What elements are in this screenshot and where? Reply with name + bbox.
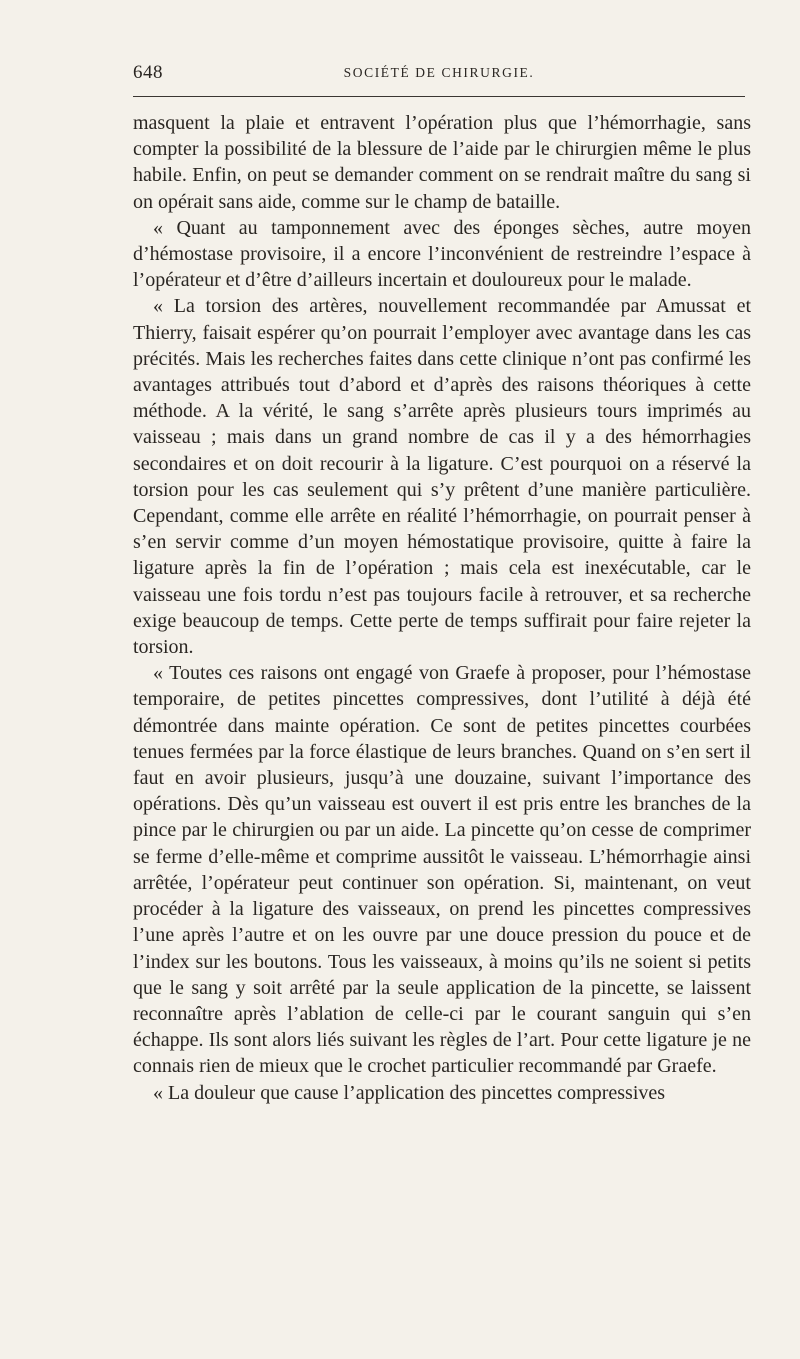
running-title: SOCIÉTÉ DE CHIRURGIE. [343,65,535,80]
paragraph-pincettes: « Toutes ces raisons ont engagé von Graefe à proposer, pour l’hémostase temporaire, de petites pincettes compressives, dont l’utilité à déjà été démontrée dans mainte opération. Ce sont de petites pincettes courbées tenues fermées par la force élastique de leurs branches. Quand on s’en sert il faut en avoir plusieurs, jusqu’à une douzaine, suivant l’importance des opérations. Dès qu’un vaisseau est ouvert il est pris entre les branches de la pince par le chirurgien ou par un aide. La pincette qu’on cesse de comprimer se ferme d’elle-même et comprime aussitôt le vaisseau. L’hémorrhagie ainsi arrêtée, l’opérateur peut continuer son opération. Si, maintenant, on veut procéder à la ligature des vaisseaux, on prend les pincettes compressives l’une après l’autre et on les ouvre par une douce pression du pouce et de l’index sur les boutons. Tous les vaisseaux, à moins qu’ils ne soient si petits que le sang y soit arrêté par la seule application de la pincette, se laissent reconnaître après l’ablation de celle-ci par le courant sanguin qui s’en échappe. Ils sont alors liés suivant les règles de l’art. Pour cette ligature je ne connais rien de mieux que le crochet particulier recommandé par Graefe. [133,662,751,1078]
page-number: 648 [133,62,163,83]
body-text [133,110,751,1106]
paragraph-douleur: « La douleur que cause l’application des pincettes compressives [153,1081,666,1104]
running-head [133,62,745,86]
paragraph-continuation: masquent la plaie et entravent l’opération plus que l’hémorrhagie, sans compter la possibilité de la blessure de l’aide par le chirurgien même le plus habile. Enfin, on peut se demander comment on se rendrait maître du sang si on opérait sans aide, comme sur le champ de bataille. [133,112,751,213]
paragraph-torsion: « La torsion des artères, nouvellement recommandée par Amussat et Thierry, faisait espérer qu’on pourrait l’employer avec avantage dans les cas précités. Mais les recherches faites dans cette clinique n’ont pas confirmé les avantages attribués tout d’abord et d’après des raisons théoriques à cette méthode. A la vérité, le sang s’arrête après plusieurs tours imprimés au vaisseau ; mais dans un grand nombre de cas il y a des hémorrhagies secondaires et on doit recourir à la ligature. C’est pourquoi on a réservé la torsion pour les cas seulement qui s’y prêtent d’une manière particulière. Cependant, comme elle arrête en réalité l’hémorrhagie, on pourrait penser à s’en servir comme d’un moyen hémostatique provisoire, quitte à faire la ligature après la fin de l’opération ; mais cela est inexécutable, car le vaisseau une fois tordu n’est pas toujours facile à retrouver, et sa recherche exige beaucoup de temps. Cette perte de temps suffirait pour faire rejeter la torsion. [133,295,751,659]
paragraph-tamponnement: « Quant au tamponnement avec des éponges sèches, autre moyen d’hémostase provisoire, il a encore l’inconvénient de restreindre l’espace à l’opérateur et d’être d’ailleurs incertain et douloureux pour le malade. [133,216,751,292]
header-rule [133,96,745,97]
